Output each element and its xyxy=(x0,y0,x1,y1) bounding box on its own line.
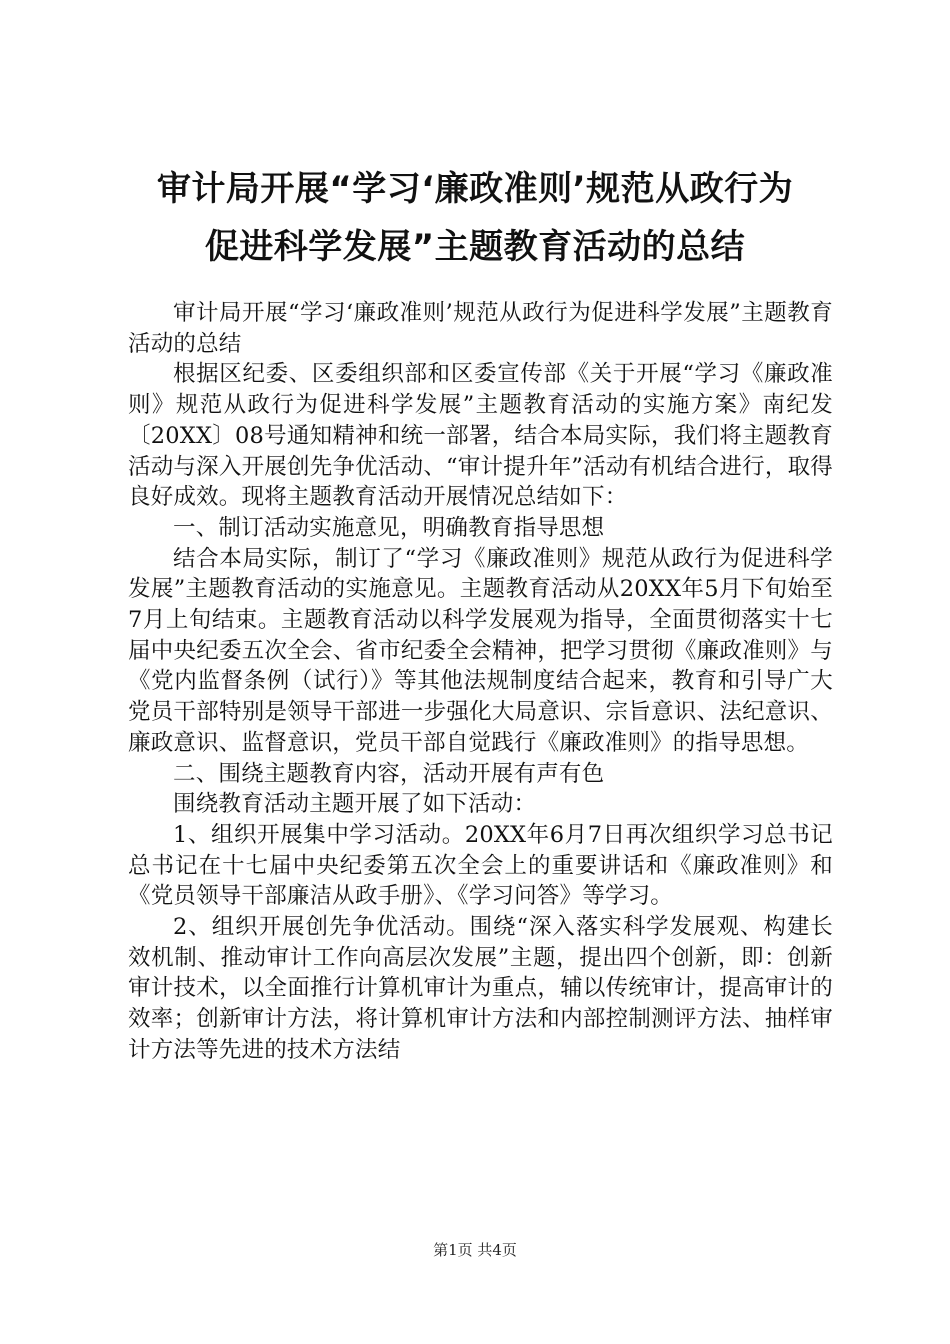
paragraph-intro: 根据区纪委、区委组织部和区委宣传部《关于开展“学习《廉政准则》规范从政行为促进科学发展”主题教育活动的实施方案》南纪发〔20XX〕08号通知精神和统一部署，结合本局实际，我们将主题教育活动与深入开展创先争优活动、“审计提升年”活动有机结合进行，取得良好成效。现将主题教育活动开展情况总结如下： xyxy=(128,361,833,511)
section-heading-2: 二、围绕主题教育内容，活动开展有声有色 xyxy=(173,760,605,787)
title-line-2: 促进科学发展”主题教育活动的总结 xyxy=(204,227,746,267)
paragraph-section-1: 结合本局实际，制订了“学习《廉政准则》规范从政行为促进科学发展”主题教育活动的实施意见。主题教育活动从20XX年5月下旬始至7月上旬结束。主题教育活动以科学发展观为指导，全面贯彻落实十七届中央纪委五次全会、省市纪委全会精神，把学习贯彻《廉政准则》与《党内监督条例（试行）》等其他法规制度结合起来，教育和引导广大党员干部特别是领导干部进一步强化大局意识、宗旨意识、法纪意识、廉政意识、监督意识，党员干部自觉践行《廉政准则》的指导思想。 xyxy=(128,545,833,756)
paragraph-activity-2: 2、组织开展创先争优活动。围绕“深入落实科学发展观、构建长效机制、推动审计工作向高层次发展”主题，提出四个创新，即：创新审计技术，以全面推行计算机审计为重点，辅以传统审计，提高审计的效率；创新审计方法，将计算机审计方法和内部控制测评方法、抽样审计方法等先进的技术方法结 xyxy=(128,914,833,1063)
paragraph-subtitle: 审计局开展“学习‘廉政准则’规范从政行为促进科学发展”主题教育活动的总结 xyxy=(128,300,833,357)
paragraph-activity-1: 1、组织开展集中学习活动。20XX年6月7日再次组织学习总书记总书记在十七届中央纪委第五次全会上的重要讲话和《廉政准则》和《党员领导干部廉洁从政手册》、《学习问答》等学习。 xyxy=(128,821,833,910)
page-number-footer: 第1页 共4页 xyxy=(433,1241,517,1259)
document-title xyxy=(100,160,850,276)
document-body xyxy=(128,298,833,1066)
title-line-1: 审计局开展“学习‘廉政准则’规范从政行为 xyxy=(156,169,794,209)
paragraph-activities-intro: 围绕教育活动主题开展了如下活动： xyxy=(173,791,537,818)
section-heading-1: 一、制订活动实施意见，明确教育指导思想 xyxy=(173,514,605,541)
